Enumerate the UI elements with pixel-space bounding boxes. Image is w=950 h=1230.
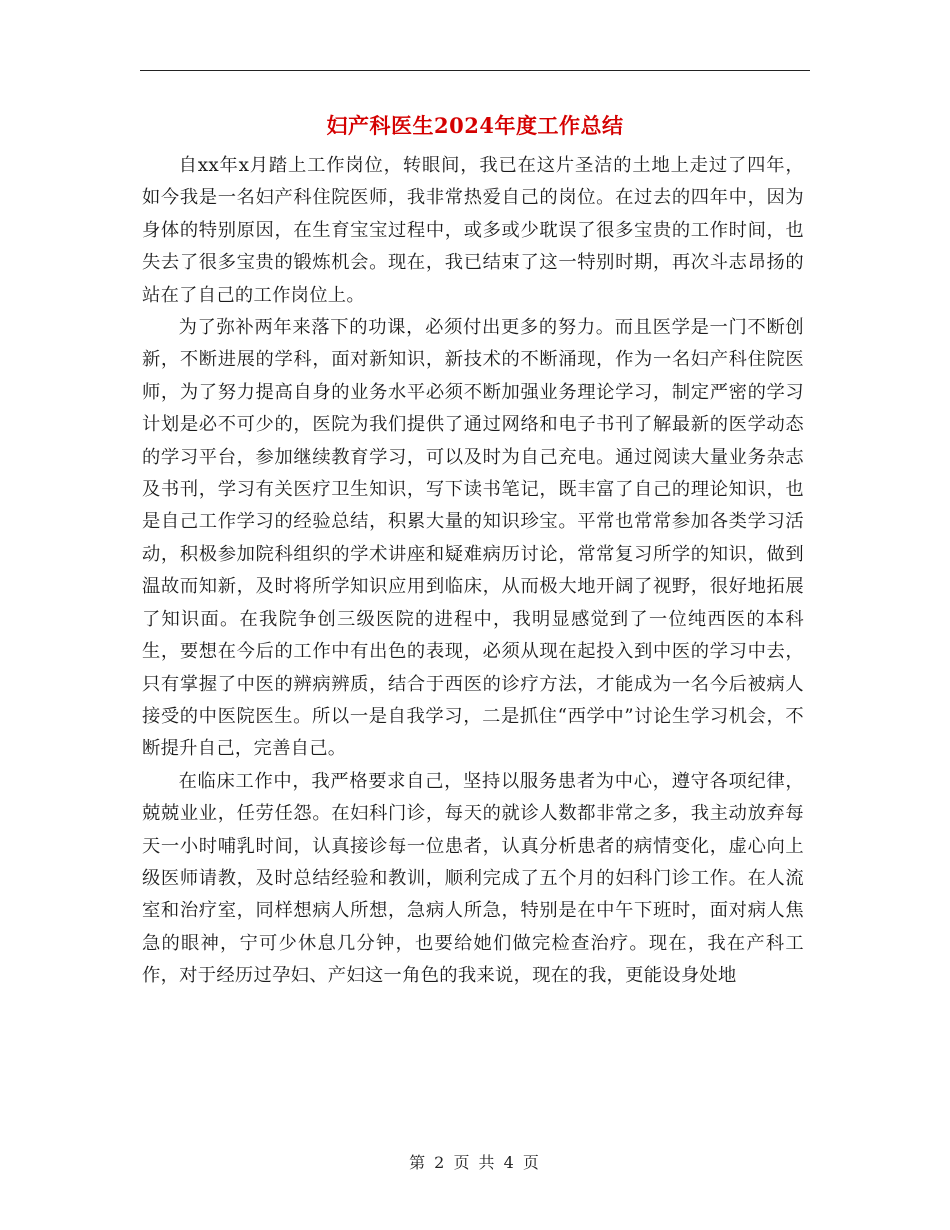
paragraph-3: 在临床工作中，我严格要求自己，坚持以服务患者为中心，遵守各项纪律，兢兢业业，任劳任怨。在妇科门诊，每天的就诊人数都非常之多，我主动放弃每天一小时哺乳时间，认真接诊每一位患者，认真分析患者的病情变化，虚心向上级医师请教，及时总结经验和教训，顺利完成了五个月的妇科门诊工作。在人流室和治疗室，同样想病人所想，急病人所急，特别是在中午下班时，面对病人焦急的眼神，宁可少休息几分钟，也要给她们做完检查治疗。现在，我在产科工作，对于经历过孕妇、产妇这一角色的我来说，现在的我，更能设身处地 <box>142 770 804 987</box>
header-rule <box>140 70 810 71</box>
paragraph-1: 自xx年x月踏上工作岗位，转眼间，我已在这片圣洁的土地上走过了四年，如今我是一名妇产科住院医师，我非常热爱自己的岗位。在过去的四年中，因为身体的特别原因，在生育宝宝过程中，或多或少耽误了很多宝贵的工作时间，也失去了很多宝贵的锻炼机会。现在，我已结束了这一特别时期，再次斗志昂扬的站在了自己的工作岗位上。 <box>142 155 804 306</box>
page-number-footer: 第 2 页 共 4 页 <box>409 1153 541 1172</box>
document-title: 妇产科医生2024年度工作总结 <box>326 113 624 138</box>
document-body <box>142 150 804 993</box>
paragraph-2: 为了弥补两年来落下的功课，必须付出更多的努力。而且医学是一门不断创新，不断进展的学科，面对新知识，新技术的不断涌现，作为一名妇产科住院医师，为了努力提高自身的业务水平必须不断加强业务理论学习，制定严密的学习计划是必不可少的，医院为我们提供了通过网络和电子书刊了解最新的医学动态的学习平台，参加继续教育学习，可以及时为自己充电。通过阅读大量业务杂志及书刊，学习有关医疗卫生知识，写下读书笔记，既丰富了自己的理论知识，也是自己工作学习的经验总结，积累大量的知识珍宝。平常也常常参加各类学习活动，积极参加院科组织的学术讲座和疑难病历讨论，常常复习所学的知识，做到温故而知新，及时将所学知识应用到临床，从而极大地开阔了视野，很好地拓展了知识面。在我院争创三级医院的进程中，我明显感觉到了一位纯西医的本科生，要想在今后的工作中有出色的表现，必须从现在起投入到中医的学习中去，只有掌握了中医的辨病辨质，结合于西医的诊疗方法，才能成为一名今后被病人接受的中医院医生。所以一是自我学习，二是抓住“西学中”讨论生学习机会，不断提升自己，完善自己。 <box>142 317 804 760</box>
